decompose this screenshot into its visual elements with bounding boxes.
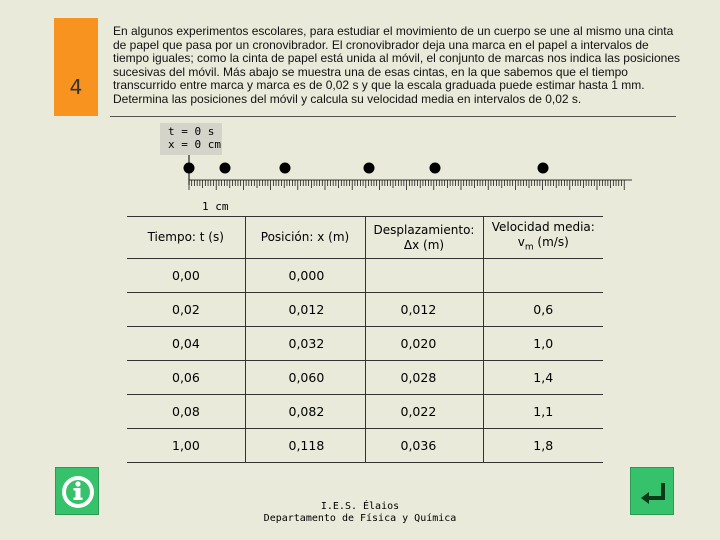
header-velocity-line2 <box>484 235 604 255</box>
cell-position: 0,082 <box>245 395 365 429</box>
cell-position: 0,060 <box>245 361 365 395</box>
cell-velocity <box>483 259 603 293</box>
cell-position: 0,032 <box>245 327 365 361</box>
cell-displacement: 0,028 <box>365 361 483 395</box>
cell-displacement: 0,036 <box>365 429 483 463</box>
cell-time: 0,06 <box>127 361 245 395</box>
cell-time: 0,00 <box>127 259 245 293</box>
cell-position: 0,118 <box>245 429 365 463</box>
header-position: Posición: x (m) <box>245 217 365 259</box>
return-arrow-icon <box>631 468 675 516</box>
cell-time: 1,00 <box>127 429 245 463</box>
footer <box>250 501 470 525</box>
cell-time: 0,08 <box>127 395 245 429</box>
header-displacement <box>365 217 483 259</box>
tape-mark <box>220 163 231 174</box>
table-row <box>127 361 603 395</box>
results-table <box>127 216 603 463</box>
cell-time: 0,04 <box>127 327 245 361</box>
table-row <box>127 259 603 293</box>
cell-displacement: 0,012 <box>365 293 483 327</box>
tape-mark <box>280 163 291 174</box>
cell-time: 0,02 <box>127 293 245 327</box>
table-row <box>127 429 603 463</box>
header-velocity <box>483 217 603 259</box>
cell-velocity: 0,6 <box>483 293 603 327</box>
cell-velocity: 1,4 <box>483 361 603 395</box>
graduated-ruler <box>189 180 632 190</box>
ruler-unit-label: 1 cm <box>202 200 229 213</box>
tape-mark <box>184 163 195 174</box>
velocity-unit: (m/s) <box>533 234 569 249</box>
footer-department: Departamento de Física y Química <box>263 513 457 524</box>
tape-marks <box>184 163 549 174</box>
table-row <box>127 395 603 429</box>
cell-displacement <box>365 259 483 293</box>
cell-displacement: 0,020 <box>365 327 483 361</box>
header-velocity-line1: Velocidad media: <box>491 219 595 234</box>
cell-position: 0,012 <box>245 293 365 327</box>
tape-mark <box>538 163 549 174</box>
velocity-symbol: v <box>517 234 525 249</box>
back-button[interactable] <box>630 467 674 515</box>
cell-velocity: 1,1 <box>483 395 603 429</box>
header-displacement-line2: Δx (m) <box>403 237 445 252</box>
header-displacement-line1: Desplazamiento: <box>373 222 475 237</box>
footer-school: I.E.S. Élaios <box>320 501 400 512</box>
table-row <box>127 293 603 327</box>
velocity-subscript: m <box>524 242 534 253</box>
info-icon <box>56 468 100 516</box>
cell-displacement: 0,022 <box>365 395 483 429</box>
table-row <box>127 327 603 361</box>
cell-velocity: 1,0 <box>483 327 603 361</box>
problem-statement: En algunos experimentos escolares, para estudiar el movimiento de un cuerpo se une al mismo una cinta de papel que pasa por un cronovibrador. El cronovibrador deja una marca en el papel a intervalos de tiempo iguales; como la cinta de papel está unida al móvil, el conjunto de marcas nos indica las posiciones sucesivas del móvil. Más abajo se muestra una de esas cintas, en la que sabemos que el tiempo transcurrido entre marca y marca es de 0,02 s y que la escala graduada puede estimar hasta 1 mm. Determina las posiciones del móvil y calcula su velocidad media en intervalos de 0,02 s. <box>113 24 680 106</box>
info-button[interactable] <box>55 467 99 515</box>
origin-time-label: t = 0 s <box>168 125 215 138</box>
tape-mark <box>430 163 441 174</box>
header-time: Tiempo: t (s) <box>127 217 245 259</box>
table-header-row <box>127 217 603 259</box>
origin-position-label: x = 0 cm <box>168 138 221 151</box>
exercise-number: 4 <box>69 75 83 99</box>
cell-position: 0,000 <box>245 259 365 293</box>
tape-mark <box>364 163 375 174</box>
cell-velocity: 1,8 <box>483 429 603 463</box>
